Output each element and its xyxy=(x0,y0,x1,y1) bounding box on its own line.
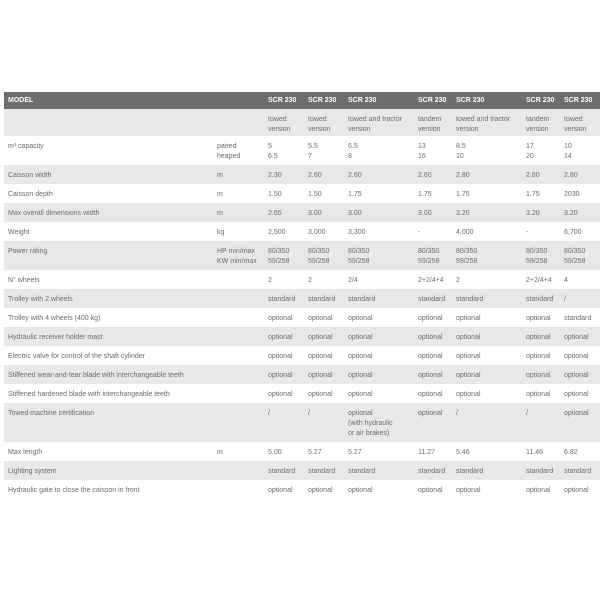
cell-value: 80/350 59/258 xyxy=(454,241,524,270)
row-label: Caisson width xyxy=(4,165,215,184)
cell-value: optional xyxy=(266,327,306,346)
row-unit xyxy=(215,461,266,480)
cell-value: 10 14 xyxy=(562,136,600,165)
cell-value: optional xyxy=(266,384,306,403)
table-row xyxy=(4,403,600,442)
cell-value: 80/350 59/258 xyxy=(416,241,454,270)
cell-value: optional xyxy=(346,308,416,327)
cell-value: optional xyxy=(346,384,416,403)
row-unit xyxy=(215,403,266,442)
cell-value: optional xyxy=(524,327,562,346)
cell-value: 2 xyxy=(454,270,524,289)
cell-value: 3.00 xyxy=(346,203,416,222)
cell-value: / xyxy=(562,289,600,308)
table-row xyxy=(4,222,600,241)
cell-value: standard xyxy=(266,461,306,480)
cell-value: towed and tractor version xyxy=(454,109,524,136)
cell-value: optional xyxy=(306,384,346,403)
row-unit xyxy=(215,346,266,365)
cell-value: 2.60 xyxy=(416,165,454,184)
table-row xyxy=(4,203,600,222)
model-column-header: SCR 230 xyxy=(562,92,600,109)
cell-value: / xyxy=(306,403,346,442)
cell-value: 2.80 xyxy=(454,165,524,184)
cell-value: 80/350 59/258 xyxy=(306,241,346,270)
cell-value: tandem version xyxy=(416,109,454,136)
cell-value: 2.60 xyxy=(306,165,346,184)
model-header: MODEL xyxy=(4,92,215,109)
cell-value: 2,500 xyxy=(266,222,306,241)
cell-value: towed version xyxy=(266,109,306,136)
cell-value: optional xyxy=(266,480,306,499)
cell-value: 5.46 xyxy=(454,442,524,461)
row-unit: m xyxy=(215,442,266,461)
row-label: Hydraulic receiver holder mast xyxy=(4,327,215,346)
model-column-header: SCR 230 xyxy=(346,92,416,109)
cell-value: 80/350 59/258 xyxy=(562,241,600,270)
cell-value: optional xyxy=(416,308,454,327)
cell-value: optional xyxy=(346,346,416,365)
cell-value: 6,700 xyxy=(562,222,600,241)
cell-value: 2 xyxy=(306,270,346,289)
cell-value: standard xyxy=(416,289,454,308)
row-label xyxy=(4,109,215,136)
row-label: Max length xyxy=(4,442,215,461)
cell-value: standard xyxy=(562,308,600,327)
cell-value: optional xyxy=(524,346,562,365)
cell-value: optional xyxy=(562,384,600,403)
cell-value: optional xyxy=(454,480,524,499)
cell-value: 4,000 xyxy=(454,222,524,241)
cell-value: optional xyxy=(416,365,454,384)
cell-value: 2.30 xyxy=(266,165,306,184)
table-row xyxy=(4,365,600,384)
row-label: Weight xyxy=(4,222,215,241)
cell-value: standard xyxy=(266,289,306,308)
table-row xyxy=(4,346,600,365)
cell-value: 3.20 xyxy=(524,203,562,222)
cell-value: 17 20 xyxy=(524,136,562,165)
cell-value: 5.00 xyxy=(266,442,306,461)
cell-value: 80/350 59/258 xyxy=(524,241,562,270)
cell-value: 2.60 xyxy=(346,165,416,184)
cell-value: 1.75 xyxy=(416,184,454,203)
row-unit xyxy=(215,308,266,327)
row-unit: paired heaped xyxy=(215,136,266,165)
model-column-header: SCR 230 xyxy=(454,92,524,109)
cell-value: 1.75 xyxy=(454,184,524,203)
cell-value: 8.5 10 xyxy=(454,136,524,165)
row-unit xyxy=(215,384,266,403)
model-column-header: SCR 230 xyxy=(266,92,306,109)
row-label: Lighting system xyxy=(4,461,215,480)
cell-value: 1.75 xyxy=(524,184,562,203)
cell-value: optional xyxy=(266,365,306,384)
row-unit xyxy=(215,109,266,136)
row-unit xyxy=(215,365,266,384)
cell-value: optional xyxy=(454,346,524,365)
table-row xyxy=(4,241,600,270)
cell-value: optional xyxy=(416,327,454,346)
cell-value: 6.5 8 xyxy=(346,136,416,165)
cell-value: optional xyxy=(306,365,346,384)
model-column-header: SCR 230 xyxy=(416,92,454,109)
cell-value: 2+2/4+4 xyxy=(416,270,454,289)
cell-value: optional xyxy=(416,346,454,365)
cell-value: 3.20 xyxy=(454,203,524,222)
cell-value: standard xyxy=(454,461,524,480)
table-row xyxy=(4,384,600,403)
cell-value: standard xyxy=(454,289,524,308)
cell-value: tandem version xyxy=(524,109,562,136)
cell-value: towed and tractor version xyxy=(346,109,416,136)
table-row xyxy=(4,109,600,136)
row-label: Max overall dimensions width xyxy=(4,203,215,222)
unit-header xyxy=(215,92,266,109)
cell-value: optional (with hydraulic or air brakes) xyxy=(346,403,416,442)
cell-value: optional xyxy=(524,480,562,499)
cell-value: optional xyxy=(346,327,416,346)
cell-value: - xyxy=(524,222,562,241)
row-unit: m xyxy=(215,184,266,203)
cell-value: 80/350 59/258 xyxy=(346,241,416,270)
cell-value: optional xyxy=(306,480,346,499)
cell-value: 11.27 xyxy=(416,442,454,461)
cell-value: optional xyxy=(266,346,306,365)
table-row xyxy=(4,136,600,165)
table-row xyxy=(4,308,600,327)
cell-value: optional xyxy=(416,403,454,442)
table-row xyxy=(4,480,600,499)
table-row xyxy=(4,270,600,289)
cell-value: standard xyxy=(562,461,600,480)
cell-value: 5.27 xyxy=(346,442,416,461)
cell-value: 3.20 xyxy=(562,203,600,222)
cell-value: optional xyxy=(266,308,306,327)
cell-value: 2+2/4+4 xyxy=(524,270,562,289)
cell-value: standard xyxy=(346,461,416,480)
row-label: Electric valve for control of the shaft cylinder xyxy=(4,346,215,365)
cell-value: 2.80 xyxy=(524,165,562,184)
cell-value: optional xyxy=(454,327,524,346)
table-row xyxy=(4,442,600,461)
cell-value: standard xyxy=(416,461,454,480)
table-row xyxy=(4,184,600,203)
row-label: Hydraulic gate to close the caisson in front xyxy=(4,480,215,499)
row-label: Stiffened hardened blade with interchangeable teeth xyxy=(4,384,215,403)
cell-value: optional xyxy=(346,365,416,384)
cell-value: optional xyxy=(562,365,600,384)
cell-value: 5.27 xyxy=(306,442,346,461)
cell-value: 3.00 xyxy=(306,203,346,222)
row-unit: kg xyxy=(215,222,266,241)
table-row xyxy=(4,327,600,346)
cell-value: 4 xyxy=(562,270,600,289)
cell-value: 2 xyxy=(266,270,306,289)
cell-value: optional xyxy=(454,365,524,384)
row-label: Trolley with 2 wheels xyxy=(4,289,215,308)
cell-value: 3.00 xyxy=(416,203,454,222)
row-label: m³ capacity xyxy=(4,136,215,165)
row-label: Towed machine certification xyxy=(4,403,215,442)
cell-value: 2.80 xyxy=(562,165,600,184)
cell-value: 3,300 xyxy=(346,222,416,241)
row-unit: m xyxy=(215,165,266,184)
row-unit xyxy=(215,289,266,308)
cell-value: 1.50 xyxy=(306,184,346,203)
cell-value: optional xyxy=(416,384,454,403)
cell-value: optional xyxy=(454,308,524,327)
row-label: Caisson depth xyxy=(4,184,215,203)
cell-value: 2/4 xyxy=(346,270,416,289)
cell-value: optional xyxy=(416,480,454,499)
header-row xyxy=(4,92,600,109)
spec-table xyxy=(4,92,600,499)
cell-value: optional xyxy=(562,346,600,365)
row-label: Stiffened wear-and-tear blade with interchangeable teeth xyxy=(4,365,215,384)
cell-value: optional xyxy=(346,480,416,499)
table-row xyxy=(4,461,600,480)
model-column-header: SCR 230 xyxy=(306,92,346,109)
cell-value: 1.50 xyxy=(266,184,306,203)
cell-value: 6.82 xyxy=(562,442,600,461)
cell-value: 3,000 xyxy=(306,222,346,241)
cell-value: towed version xyxy=(562,109,600,136)
cell-value: optional xyxy=(524,384,562,403)
cell-value: optional xyxy=(524,365,562,384)
cell-value: 1.75 xyxy=(346,184,416,203)
cell-value: optional xyxy=(306,327,346,346)
cell-value: optional xyxy=(562,327,600,346)
cell-value: optional xyxy=(562,403,600,442)
model-column-header: SCR 230 xyxy=(524,92,562,109)
row-label: N° wheels xyxy=(4,270,215,289)
cell-value: standard xyxy=(524,461,562,480)
cell-value: standard xyxy=(346,289,416,308)
cell-value: optional xyxy=(454,384,524,403)
row-label: Trolley with 4 wheels (400 kg) xyxy=(4,308,215,327)
row-label: Power rating xyxy=(4,241,215,270)
row-unit xyxy=(215,480,266,499)
table-row xyxy=(4,289,600,308)
cell-value: optional xyxy=(562,480,600,499)
row-unit: m xyxy=(215,203,266,222)
cell-value: towed version xyxy=(306,109,346,136)
row-unit xyxy=(215,270,266,289)
cell-value: - xyxy=(416,222,454,241)
cell-value: 80/350 59/258 xyxy=(266,241,306,270)
row-unit xyxy=(215,327,266,346)
cell-value: standard xyxy=(306,289,346,308)
row-unit: HP min/max KW min/max xyxy=(215,241,266,270)
table-row xyxy=(4,165,600,184)
cell-value: / xyxy=(454,403,524,442)
cell-value: / xyxy=(524,403,562,442)
cell-value: 13 16 xyxy=(416,136,454,165)
cell-value: optional xyxy=(524,308,562,327)
cell-value: optional xyxy=(306,308,346,327)
cell-value: 5.5 7 xyxy=(306,136,346,165)
cell-value: / xyxy=(266,403,306,442)
cell-value: 2030 xyxy=(562,184,600,203)
cell-value: 5 6.5 xyxy=(266,136,306,165)
cell-value: standard xyxy=(524,289,562,308)
cell-value: optional xyxy=(306,346,346,365)
cell-value: standard xyxy=(306,461,346,480)
cell-value: 11.46 xyxy=(524,442,562,461)
cell-value: 2.65 xyxy=(266,203,306,222)
